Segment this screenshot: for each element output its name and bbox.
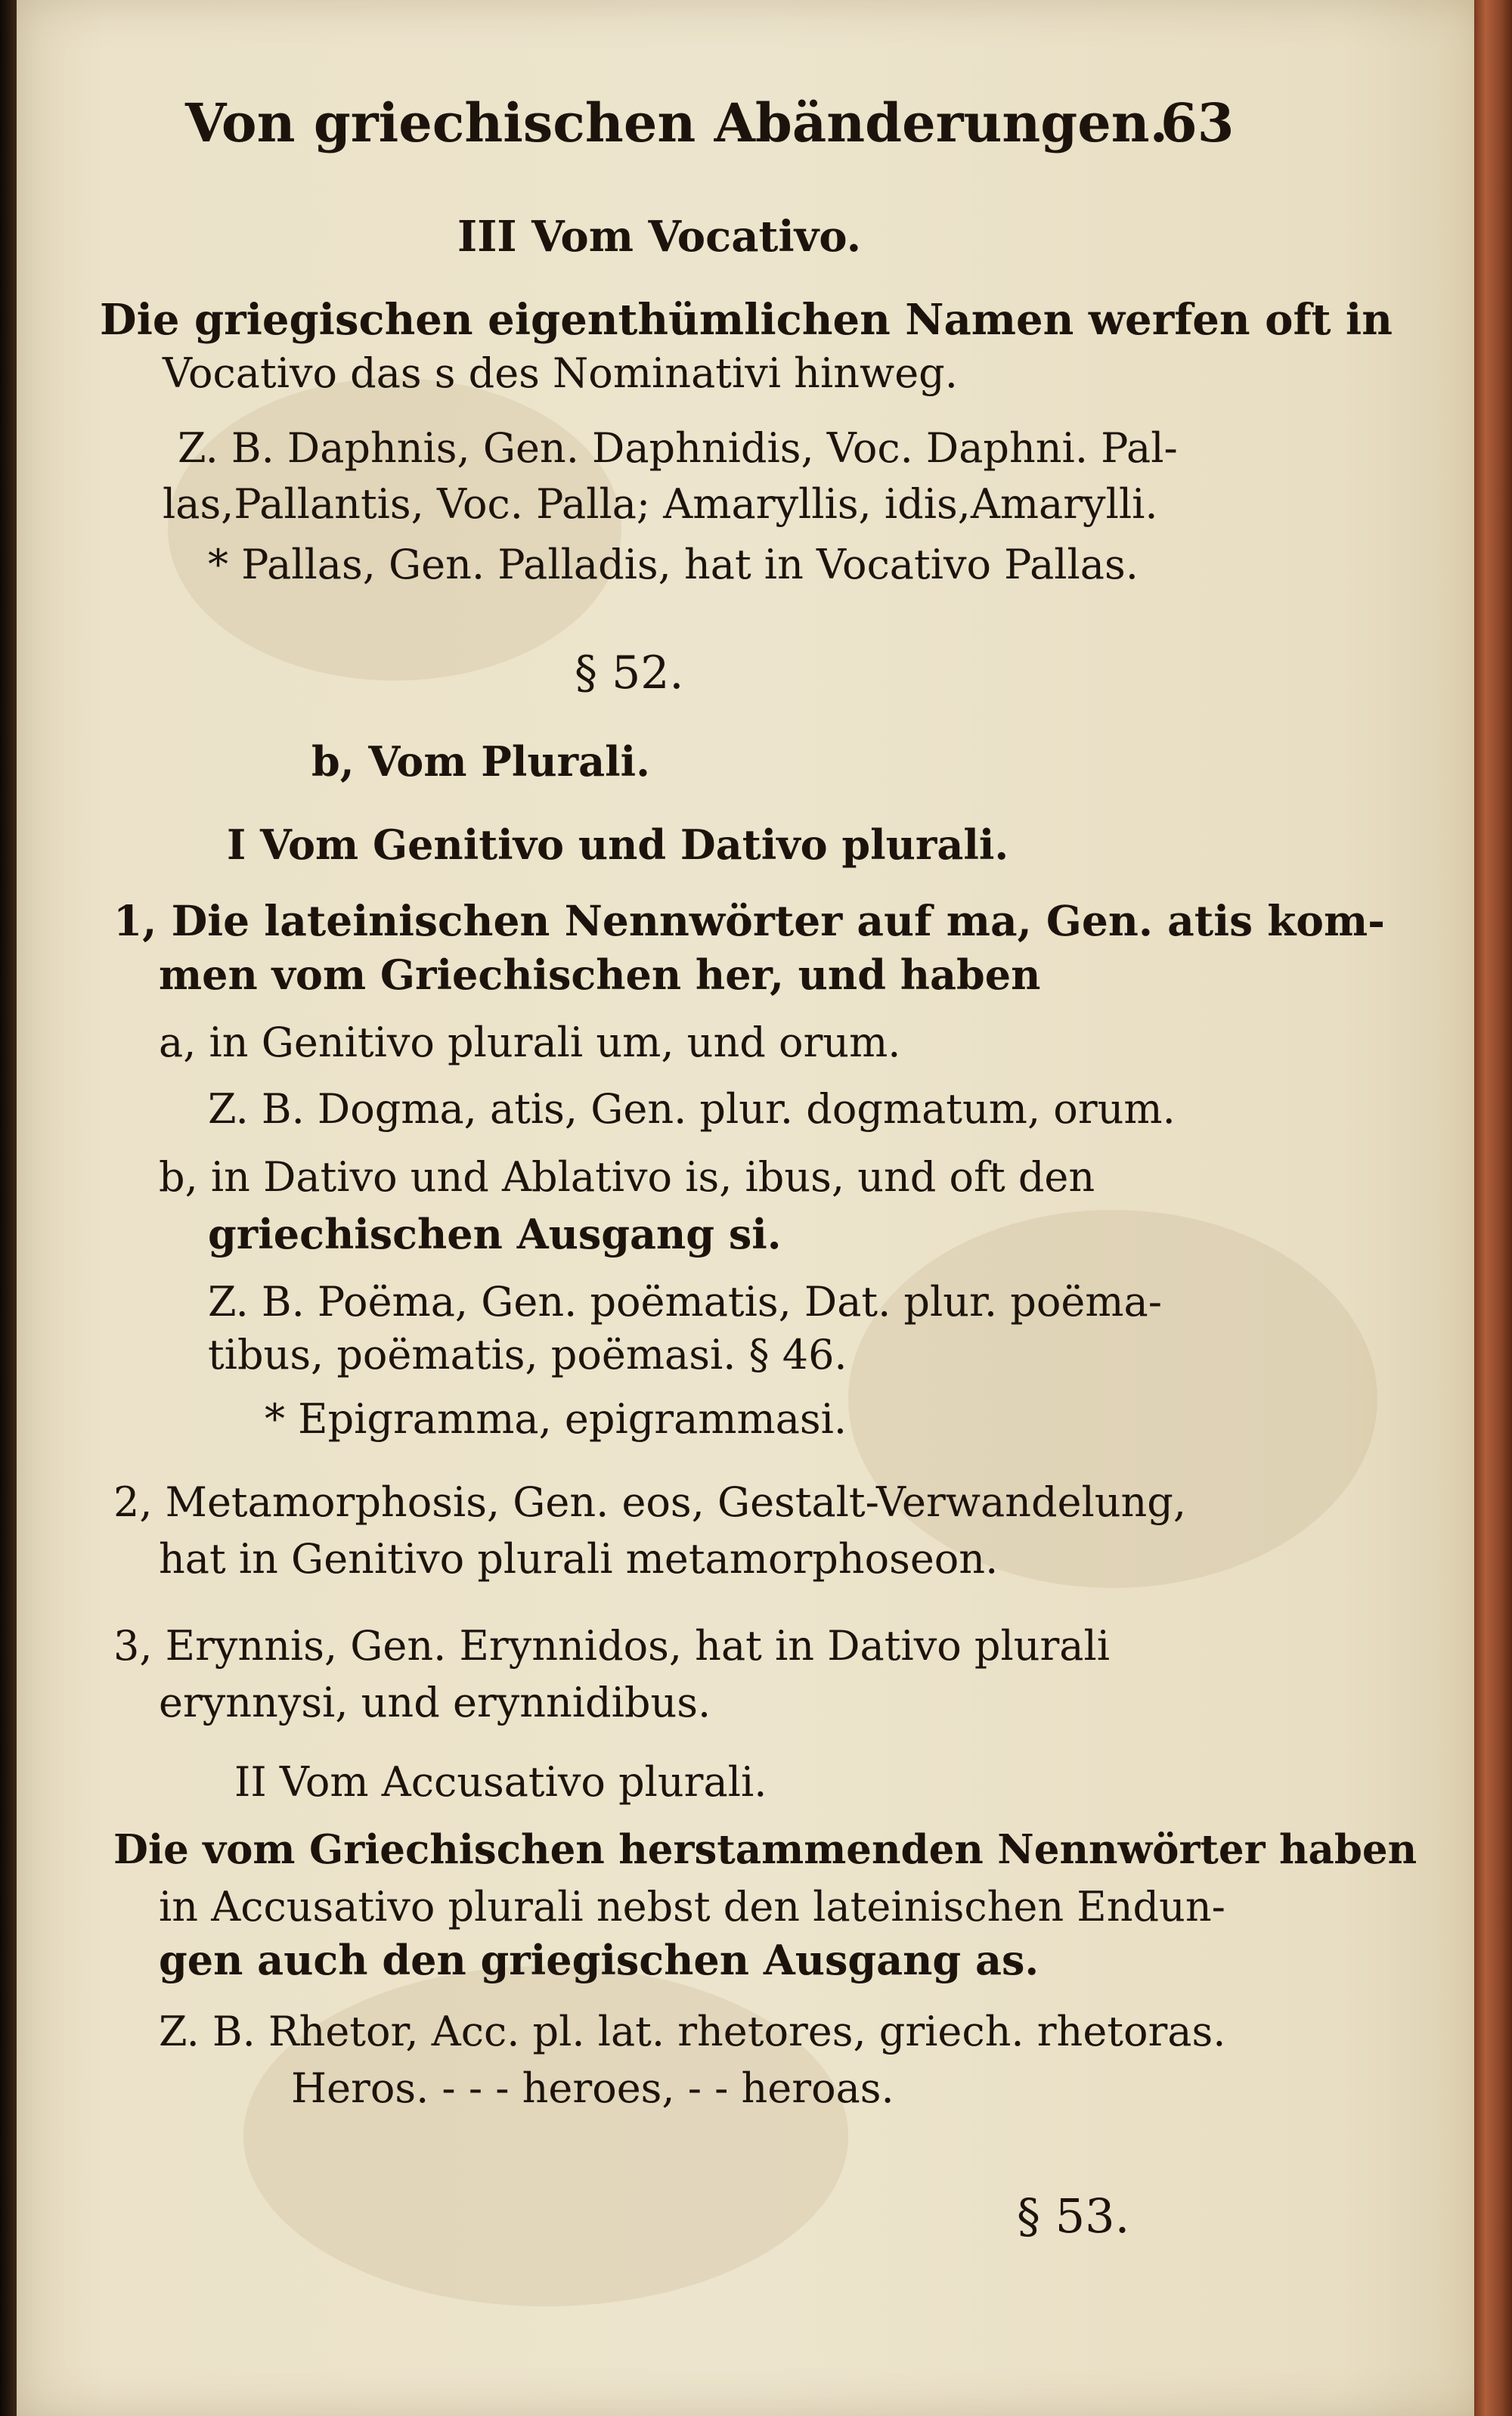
- text-line: las,Pallantis, Voc. Palla; Amaryllis, idis,Amarylli.: [163, 480, 1158, 528]
- text-line: erynnysi, und erynnidibus.: [159, 1679, 711, 1726]
- text-line: hat in Genitivo plurali metamorphoseon.: [159, 1535, 999, 1583]
- section-heading: II Vom Accusativo plurali.: [234, 1758, 767, 1806]
- paper-stain: [168, 378, 621, 681]
- page-number: 63: [1160, 91, 1235, 154]
- catchword: § 53.: [1017, 2188, 1130, 2244]
- example-line: Z. B. Rhetor, Acc. pl. lat. rhetores, griech. rhetoras.: [159, 2008, 1226, 2055]
- text-line: 2, Metamorphosis, Gen. eos, Gestalt-Verwandelung,: [113, 1478, 1187, 1526]
- example-line: Z. B. Poëma, Gen. poëmatis, Dat. plur. poëma-: [208, 1278, 1162, 1326]
- note-line: * Epigramma, epigrammasi.: [265, 1395, 847, 1443]
- section-heading: III Vom Vocativo.: [457, 212, 862, 262]
- text-line: gen auch den griegischen Ausgang as.: [159, 1936, 1040, 1984]
- paper-stain: [848, 1210, 1377, 1588]
- note-line: * Pallas, Gen. Palladis, hat in Vocativo Pallas.: [208, 541, 1139, 588]
- text-line: b, in Dativo und Ablativo is, ibus, und oft den: [159, 1153, 1095, 1201]
- text-line: 3, Erynnis, Gen. Erynnidos, hat in Dativo plurali: [113, 1622, 1111, 1670]
- text-line: tibus, poëmatis, poëmasi. § 46.: [208, 1331, 847, 1379]
- text-line: Vocativo das s des Nominativi hinweg.: [163, 349, 958, 397]
- book-edge: [1474, 0, 1512, 2416]
- text-line: Die vom Griechischen herstammenden Nennwörter haben: [113, 1826, 1418, 1873]
- text-line: Die griegischen eigenthümlichen Namen werfen oft in: [100, 295, 1393, 345]
- section-number: § 52.: [575, 647, 684, 699]
- text-line: 1, Die lateinischen Nennwörter auf ma, Gen. atis kom-: [113, 896, 1386, 945]
- text-line: men vom Griechischen her, und haben: [159, 951, 1041, 999]
- text-line: in Accusativo plurali nebst den lateinischen Endun-: [159, 1883, 1225, 1931]
- book-gutter: [0, 0, 17, 2416]
- text-line: griechischen Ausgang si.: [208, 1210, 782, 1258]
- section-heading: I Vom Genitivo und Dativo plurali.: [227, 820, 1009, 869]
- running-title: Von griechischen Abänderungen.: [185, 91, 1169, 154]
- example-line: Heros. - - - heroes, - - heroas.: [291, 2064, 894, 2112]
- text-line: a, in Genitivo plurali um, und orum.: [159, 1019, 901, 1066]
- subsection-heading: b, Vom Plurali.: [311, 737, 650, 786]
- text-line: Z. B. Daphnis, Gen. Daphnidis, Voc. Daphni. Pal-: [178, 424, 1178, 472]
- example-line: Z. B. Dogma, atis, Gen. plur. dogmatum, orum.: [208, 1085, 1176, 1133]
